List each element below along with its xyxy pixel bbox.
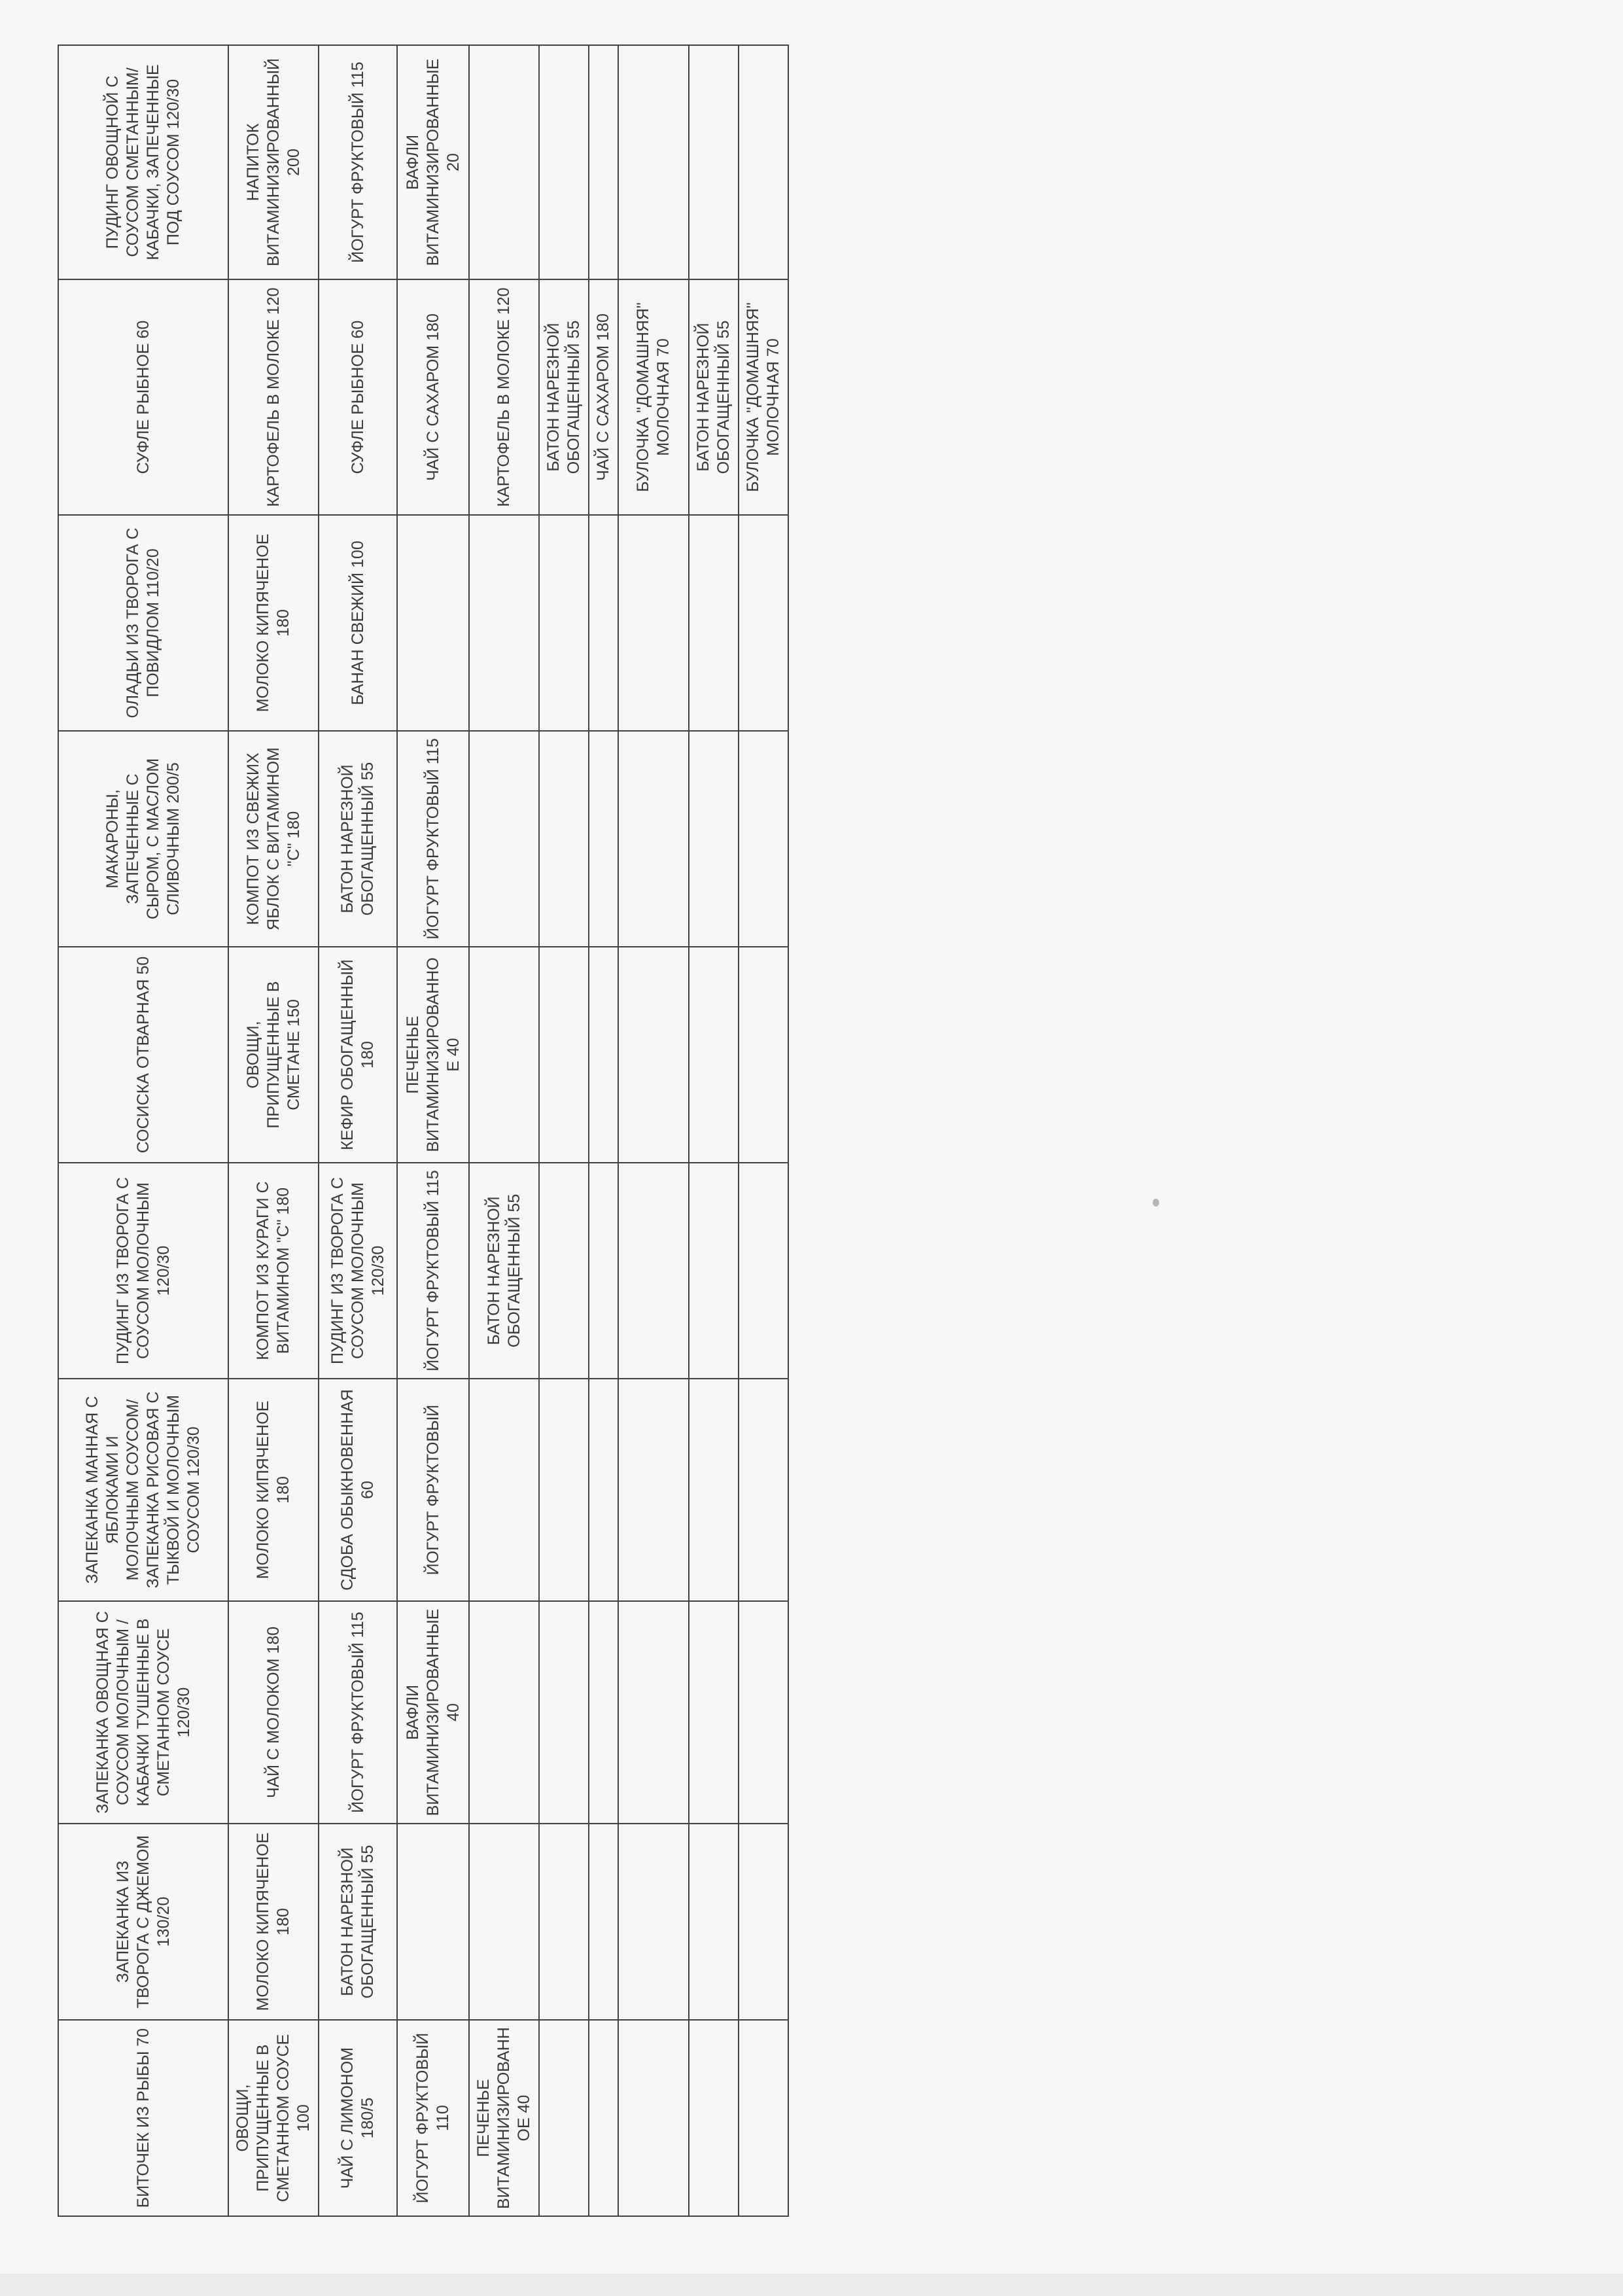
table-cell <box>689 1824 739 2020</box>
table-cell: ПЕЧЕНЬЕ ВИТАМИНИЗИРОВАННОЕ 40 <box>469 2020 539 2216</box>
table-cell <box>397 515 469 731</box>
table-cell: МОЛОКО КИПЯЧЕНОЕ 180 <box>228 1824 319 2020</box>
table-row <box>589 45 618 2216</box>
table-cell: БАТОН НАРЕЗНОЙ ОБОГАЩЕННЫЙ 55 <box>469 1163 539 1379</box>
table-cell: СУФЛЕ РЫБНОЕ 60 <box>58 279 228 515</box>
table-cell <box>618 947 689 1163</box>
table-cell <box>689 1379 739 1601</box>
scan-speck <box>1153 1199 1159 1207</box>
table-cell <box>739 1824 788 2020</box>
table-row <box>469 45 539 2216</box>
table-cell <box>618 2020 689 2216</box>
table-cell <box>689 947 739 1163</box>
table-cell: ВАФЛИ ВИТАМИНИЗИРОВАННЫЕ 40 <box>397 1601 469 1824</box>
table-cell: НАПИТОК ВИТАМИНИЗИРОВАННЫЙ 200 <box>228 45 319 279</box>
table-cell: ЗАПЕКАНКА ОВОЩНАЯ С СОУСОМ МОЛОЧНЫМ /КАБАЧКИ ТУШЕННЫЕ В СМЕТАННОМ СОУСЕ 120/30 <box>58 1601 228 1824</box>
table-cell <box>689 1163 739 1379</box>
table-cell <box>618 1824 689 2020</box>
table-cell: ЧАЙ С ЛИМОНОМ 180/5 <box>319 2020 397 2216</box>
table-cell: ПУДИНГ ИЗ ТВОРОГА С СОУСОМ МОЛОЧНЫМ 120/30 <box>319 1163 397 1379</box>
table-cell: МАКАРОНЫ, ЗАПЕЧЕННЫЕ С СЫРОМ, С МАСЛОМ СЛИВОЧНЫМ 200/5 <box>58 731 228 947</box>
table-cell <box>689 1601 739 1824</box>
table-cell <box>618 45 689 279</box>
table-cell <box>397 1824 469 2020</box>
table-cell <box>618 1379 689 1601</box>
table-cell <box>739 731 788 947</box>
menu-table-body <box>58 45 788 2216</box>
table-cell <box>739 1163 788 1379</box>
table-cell <box>469 1824 539 2020</box>
table-cell: КОМПОТ ИЗ СВЕЖИХ ЯБЛОК С ВИТАМИНОМ "С" 180 <box>228 731 319 947</box>
table-cell <box>589 1824 618 2020</box>
table-cell <box>589 947 618 1163</box>
table-row <box>58 45 228 2216</box>
table-cell: ЙОГУРТ ФРУКТОВЫЙ <box>397 1379 469 1601</box>
table-cell <box>539 515 589 731</box>
table-cell: ОВОЩИ, ПРИПУЩЕННЫЕ В СМЕТАНЕ 150 <box>228 947 319 1163</box>
table-row <box>319 45 397 2216</box>
table-cell: ЙОГУРТ ФРУКТОВЫЙ 110 <box>397 2020 469 2216</box>
table-cell <box>618 1163 689 1379</box>
table-cell <box>469 515 539 731</box>
table-row <box>689 45 739 2216</box>
table-cell <box>739 2020 788 2216</box>
table-cell: ВАФЛИ ВИТАМИНИЗИРОВАННЫЕ 20 <box>397 45 469 279</box>
table-cell <box>589 1601 618 1824</box>
table-cell: БАТОН НАРЕЗНОЙ ОБОГАЩЕННЫЙ 55 <box>689 279 739 515</box>
table-cell <box>589 1163 618 1379</box>
table-cell <box>539 731 589 947</box>
table-row <box>618 45 689 2216</box>
scan-edge <box>0 2274 1623 2296</box>
table-cell: ЙОГУРТ ФРУКТОВЫЙ 115 <box>397 731 469 947</box>
table-cell <box>469 731 539 947</box>
table-cell <box>469 947 539 1163</box>
table-cell: ЗАПЕКАНКА МАННАЯ С ЯБЛОКАМИ И МОЛОЧНЫМ СОУСОМ/ЗАПЕКАНКА РИСОВАЯ С ТЫКВОЙ И МОЛОЧНЫМ СОУСОМ 120/30 <box>58 1379 228 1601</box>
table-cell: БУЛОЧКА "ДОМАШНЯЯ" МОЛОЧНАЯ 70 <box>618 279 689 515</box>
table-cell <box>539 1163 589 1379</box>
table-cell <box>539 45 589 279</box>
table-cell <box>469 1601 539 1824</box>
table-row <box>739 45 788 2216</box>
table-row <box>539 45 589 2216</box>
table-cell <box>539 947 589 1163</box>
table-cell: КОМПОТ ИЗ КУРАГИ С ВИТАМИНОМ "С" 180 <box>228 1163 319 1379</box>
table-cell <box>539 2020 589 2216</box>
table-cell <box>589 45 618 279</box>
table-cell <box>539 1824 589 2020</box>
table-cell <box>618 1601 689 1824</box>
table-cell: СДОБА ОБЫКНОВЕННАЯ 60 <box>319 1379 397 1601</box>
table-cell: БАНАН СВЕЖИЙ 100 <box>319 515 397 731</box>
table-cell: ЙОГУРТ ФРУКТОВЫЙ 115 <box>319 45 397 279</box>
table-cell <box>469 45 539 279</box>
table-cell <box>469 1379 539 1601</box>
table-cell <box>618 731 689 947</box>
menu-table <box>58 44 789 2217</box>
table-cell: ОВОЩИ, ПРИПУЩЕННЫЕ В СМЕТАННОМ СОУСЕ 100 <box>228 2020 319 2216</box>
table-cell <box>739 1601 788 1824</box>
rotated-menu-sheet <box>58 46 782 2217</box>
table-cell: БАТОН НАРЕЗНОЙ ОБОГАЩЕННЫЙ 55 <box>319 1824 397 2020</box>
table-cell: ПУДИНГ ИЗ ТВОРОГА С СОУСОМ МОЛОЧНЫМ 120/30 <box>58 1163 228 1379</box>
table-cell <box>589 1379 618 1601</box>
table-cell: СУФЛЕ РЫБНОЕ 60 <box>319 279 397 515</box>
table-cell: ЗАПЕКАНКА ИЗ ТВОРОГА С ДЖЕМОМ 130/20 <box>58 1824 228 2020</box>
table-cell: ЙОГУРТ ФРУКТОВЫЙ 115 <box>319 1601 397 1824</box>
table-cell: ОЛАДЬИ ИЗ ТВОРОГА С ПОВИДЛОМ 110/20 <box>58 515 228 731</box>
table-cell: ЧАЙ С САХАРОМ 180 <box>397 279 469 515</box>
table-cell <box>589 731 618 947</box>
table-cell: БУЛОЧКА "ДОМАШНЯЯ" МОЛОЧНАЯ 70 <box>739 279 788 515</box>
table-cell: ЙОГУРТ ФРУКТОВЫЙ 115 <box>397 1163 469 1379</box>
table-cell <box>689 731 739 947</box>
table-cell: ЧАЙ С МОЛОКОМ 180 <box>228 1601 319 1824</box>
table-cell: ЧАЙ С САХАРОМ 180 <box>589 279 618 515</box>
table-cell: МОЛОКО КИПЯЧЕНОЕ 180 <box>228 515 319 731</box>
table-cell <box>689 2020 739 2216</box>
table-cell <box>689 45 739 279</box>
table-cell <box>739 45 788 279</box>
table-row <box>397 45 469 2216</box>
table-cell <box>539 1379 589 1601</box>
table-cell <box>618 515 689 731</box>
table-cell: ПУДИНГ ОВОЩНОЙ С СОУСОМ СМЕТАННЫМ/КАБАЧКИ, ЗАПЕЧЕННЫЕ ПОД СОУСОМ 120/30 <box>58 45 228 279</box>
table-cell: БИТОЧЕК ИЗ РЫБЫ 70 <box>58 2020 228 2216</box>
table-cell: БАТОН НАРЕЗНОЙ ОБОГАЩЕННЫЙ 55 <box>319 731 397 947</box>
table-cell: КАРТОФЕЛЬ В МОЛОКЕ 120 <box>469 279 539 515</box>
table-cell: КЕФИР ОБОГАЩЕННЫЙ 180 <box>319 947 397 1163</box>
table-cell: БАТОН НАРЕЗНОЙ ОБОГАЩЕННЫЙ 55 <box>539 279 589 515</box>
table-cell: СОСИСКА ОТВАРНАЯ 50 <box>58 947 228 1163</box>
table-cell <box>739 947 788 1163</box>
table-cell <box>539 1601 589 1824</box>
table-cell <box>589 2020 618 2216</box>
table-cell <box>739 515 788 731</box>
table-cell <box>739 1379 788 1601</box>
table-cell: ПЕЧЕНЬЕ ВИТАМИНИЗИРОВАННОЕ 40 <box>397 947 469 1163</box>
table-cell: КАРТОФЕЛЬ В МОЛОКЕ 120 <box>228 279 319 515</box>
table-cell: МОЛОКО КИПЯЧЕНОЕ 180 <box>228 1379 319 1601</box>
table-cell <box>589 515 618 731</box>
table-cell <box>689 515 739 731</box>
table-row <box>228 45 319 2216</box>
